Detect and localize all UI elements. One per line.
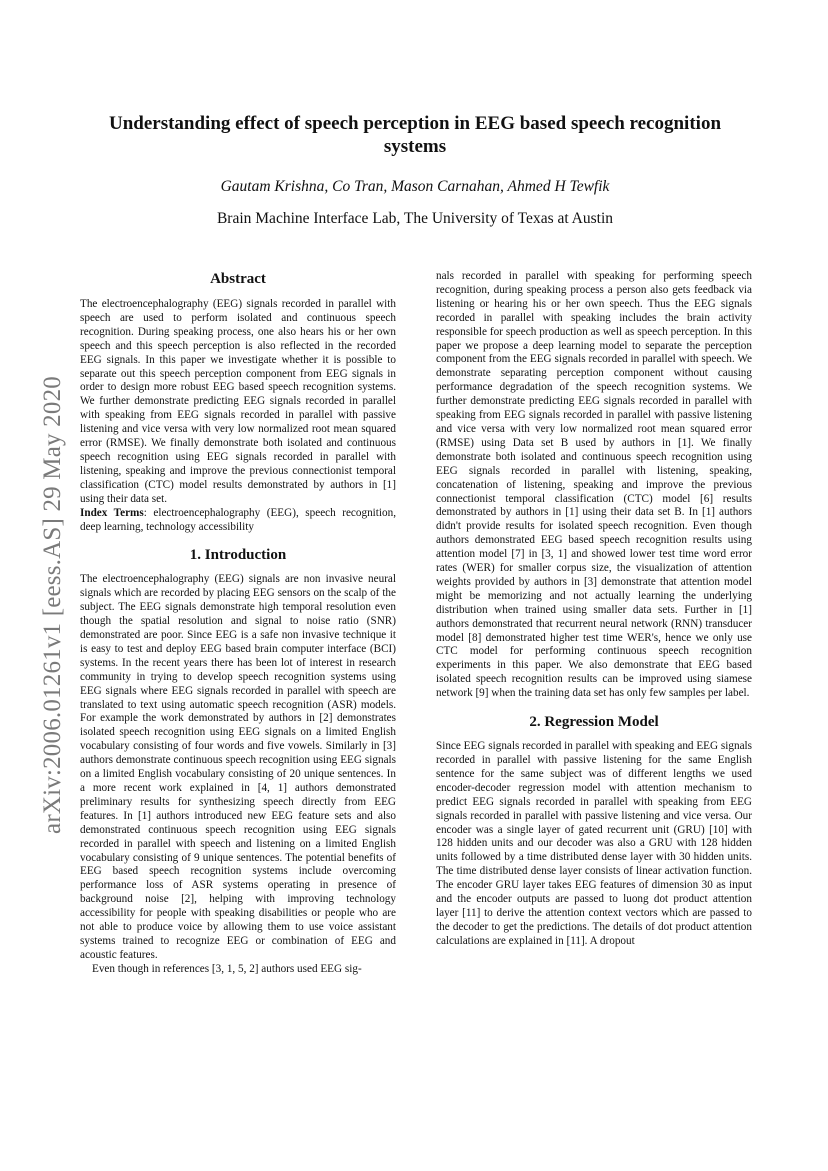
left-column	[80, 270, 396, 977]
index-terms-label: Index Terms	[80, 506, 144, 519]
regression-paragraph-1: Since EEG signals recorded in parallel with speaking and EEG signals recorded in parallel with passive listening for the same English sentence for the same subject was of different lengths we used encoder-decoder regression model with attention mechanism to predict EEG signals recorded in parallel with speaking from EEG signals recorded in parallel with passive listening and vice versa. Our encoder was a single layer of gated recurrent unit (GRU) [10] with 128 hidden units and our decoder was also a GRU with 128 hidden units followed by a time distributed dense layer with 30 hidden units. The time distributed dense layer consists of linear activation function. The encoder GRU layer takes EEG features of dimension 30 as input and the encoder outputs are passed to luong dot product attention layer [11] to derive the attention context vectors which are passed to the decoder to get the predictions. The details of dot product attention calculations are explained in [11]. A dropout	[436, 740, 752, 947]
paper-title: Understanding effect of speech perception in EEG based speech recognition systems	[108, 113, 722, 157]
section-heading-introduction: 1. Introduction	[189, 547, 287, 564]
section-heading-regression-model: 2. Regression Model	[529, 714, 659, 731]
intro-paragraph-2-continued: nals recorded in parallel with speaking for performing speech recognition, during speaking process a person also gets feedback via listening or hearing his or her own speech. Thus the EEG signals recorded in parallel with speaking includes the brain activity responsible for speech production as well as speech perception. In this paper we propose a deep learning model to separate the perception component from the EEG signals recorded in parallel with speech. We demonstrate separating perception component without causing performance degradation of the speech recognition systems. We further demonstrate predicting EEG signals recorded in parallel with speaking from EEG signals recorded in parallel with passive listening and vice versa with very low normalized root mean squared error (RMSE) using Data set B used by authors in [1]. We finally demonstrate both isolated and continuous speech recognition using EEG signals recorded in parallel with listening, speaking, concatenation of listening, speaking and improve the previous connectionist temporal classification (CTC) model [6] results demonstrated by authors in [1] using their data set B. In [1] authors didn't provide results for isolated speech recognition. Even though authors demonstrated EEG based speech recognition results using attention model [7] in [3, 1] and showed lower test time word error rates (WER) for smaller corpus size, the visualization of attention weights provided by authors in [3] demonstrate that attention model might be memorizing and not actually learning the underlying distribution when trained using smaller data sets. Further in [1] authors demonstrated that recurrent neural network (RNN) transducer model [8] demonstrated higher test time WER's, hence we only use CTC model for performing continuous speech recognition experiments in this paper. We also demonstrate that EEG based isolated speech recognition results can be improved using siamese network [9] when the training data set has only few samples per label.	[436, 270, 752, 700]
abstract-heading: Abstract	[210, 271, 266, 287]
index-terms-text: : electroencephalography (EEG), speech recognition, deep learning, technology accessibility	[80, 506, 396, 533]
arxiv-identifier-stamp	[33, 345, 73, 865]
arxiv-identifier-text: arXiv:2006.01261v1 [eess.AS] 29 May 2020	[39, 376, 67, 834]
index-terms	[80, 507, 396, 535]
paper-affiliation: Brain Machine Interface Lab, The University of Texas at Austin	[216, 210, 614, 227]
intro-paragraph-1: The electroencephalography (EEG) signals are non invasive neural signals which are recorded by placing EEG sensors on the scalp of the subject. The EEG signals demonstrate high temporal resolution even though the spatial resolution and signal to noise ratio (SNR) demonstrated are poor. Since EEG is a safe non invasive technique it is easy to test and deploy EEG based brain computer interface (BCI) systems. In the recent years there has been lot of interest in research community in trying to develop speech recognition systems using EEG signals where EEG signals recorded in parallel with speech are translated to text using automatic speech recognition (ASR) models. For example the work demonstrated by authors in [2] demonstrates isolated speech recognition using EEG signals on a limited English vocabulary consisting of four words and five vowels. Similarly in [3] authors demonstrate continuous speech recognition using EEG signals on a limited English vocabulary consisting of 20 unique sentences. In a more recent work explained in [4, 1] authors demonstrated preliminary results for synthesizing speech directly from EEG features. In [1] authors introduced new EEG feature sets and also demonstrated continuous speech recognition using EEG signals recorded in parallel with speech and listening on a limited English vocabulary consisting of 9 unique sentences. The potential benefits of EEG based speech recognition systems include overcoming performance loss of ASR systems operating in presence of background noise [2], helping with improving technology accessibility for people with speaking disabilities or people who are not able to produce voice by allowing them to use voice assistant systems trained to recognize EEG or combination of EEG and acoustic features.	[80, 573, 396, 961]
paper-authors: Gautam Krishna, Co Tran, Mason Carnahan, Ahmed H Tewfik	[220, 178, 610, 195]
abstract-text: The electroencephalography (EEG) signals recorded in parallel with speech are used to perform isolated and continuous speech recognition. During speaking process, one also hears his or her own speech and this speech perception is also reflected in the recorded EEG signals. In this paper we investigate whether it is possible to separate out this speech perception component from EEG signals in order to design more robust EEG based speech recognition systems. We further demonstrate predicting EEG signals recorded in parallel with speaking from EEG signals recorded in parallel with passive listening and vice versa with very low normalized root mean squared error (RMSE). We finally demonstrate both isolated and continuous speech recognition using EEG signals recorded in parallel with listening, speaking and improve the previous connectionist temporal classification (CTC) model results demonstrated by authors in [1] using their data set.	[80, 298, 396, 505]
right-column	[436, 270, 752, 949]
intro-paragraph-2-start: Even though in references [3, 1, 5, 2] authors used EEG sig-	[92, 962, 362, 975]
